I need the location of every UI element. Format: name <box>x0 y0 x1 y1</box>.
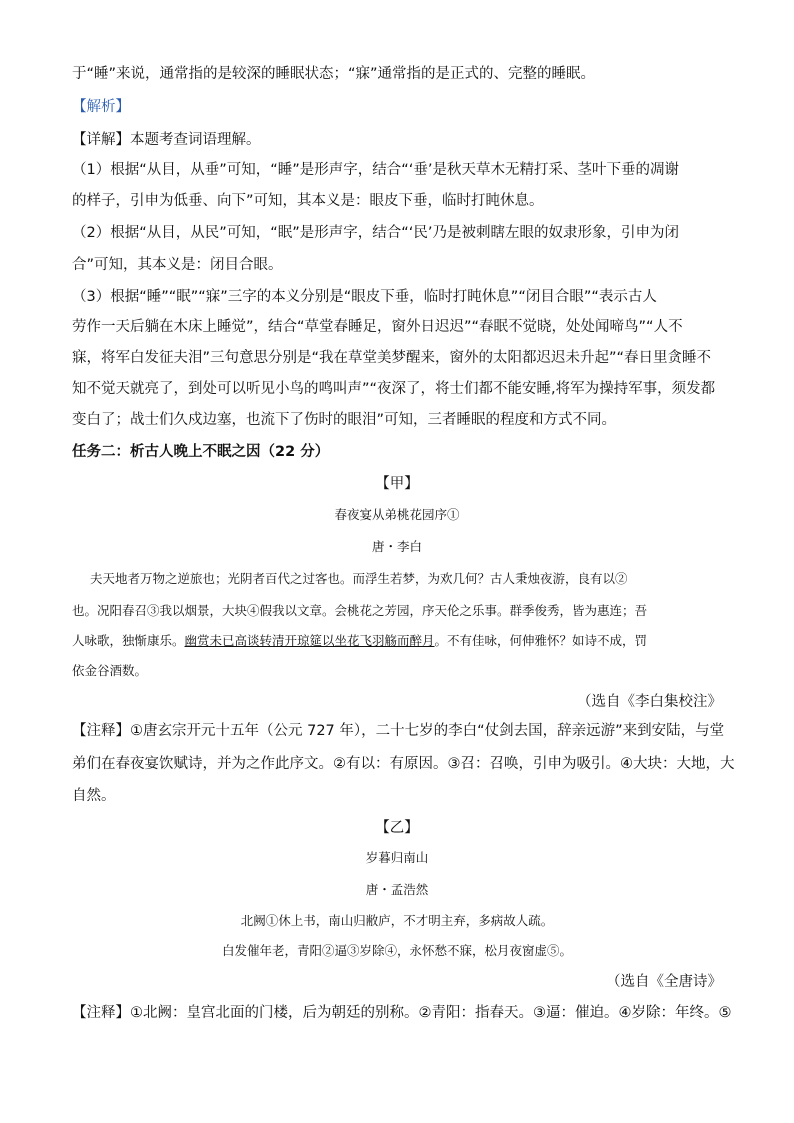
point-3-cont: 寐，将军白发征夫泪”三句意思分别是“我在草堂美梦醒来，窗外的太阳都迟迟未升起”“春日里贪睡不 <box>72 350 712 366</box>
passage-jia-source: （选自《李白集校注》 <box>577 694 722 710</box>
note-jia-cont: 弟们在春夜宴饮赋诗，并为之作此序文。②有以：有原因。③召：召唤，引申为吸引。④大块：大地，大 <box>72 756 735 772</box>
note-jia: 【注释】①唐玄宗开元十五年（公元 727 年），二十七岁的李白“仗剑去国，辞亲远游”来到安陆，与堂 <box>72 723 725 739</box>
point-3-cont: 变白了；战士们久戍边塞，也流下了伤时的眼泪”可知，三者睡眠的程度和方式不同。 <box>72 412 617 428</box>
note-jia-cont: 自然。 <box>72 788 116 804</box>
passage-jia-author: 唐・李白 <box>371 539 422 554</box>
underlined-sentence: 幽赏未已高谈转清开琼筵以坐花飞羽觞而醉月 <box>184 633 435 648</box>
point-2-cont: 合”可知，其本义是：闭目合眼。 <box>72 257 283 273</box>
passage-jia-title: 春夜宴从弟桃花园序① <box>334 507 460 522</box>
passage-jia-label: 【甲】 <box>375 476 419 492</box>
passage-text: 人咏歌，独惭康乐。 <box>72 633 185 648</box>
note-yi: 【注释】①北阙：皇宫北面的门楼，后为朝廷的别称。②青阳：指春天。③逼：催迫。④岁除：年终。⑤ <box>72 1005 732 1021</box>
task-heading: 任务二：析古人晚上不眠之因（22 分） <box>72 444 330 460</box>
poem-line: 白发催年老，青阳②逼③岁除④，永怀愁不寐，松月夜窗虚⑤。 <box>221 943 572 958</box>
passage-yi-label: 【乙】 <box>375 820 419 836</box>
point-2: （2）根据“从目，从民”可知，“眠”是形声字，结合“‘民’乃是被刺瞎左眼的奴隶形象，引申为闭 <box>72 225 679 241</box>
analysis-heading: 【解析】 <box>72 99 130 115</box>
passage-text: 。不有佳咏，何伸雅怀？如诗不成，罚 <box>434 633 648 648</box>
poem-line: 北阙①休上书，南山归敝庐，不才明主弃，多病故人疏。 <box>240 913 554 928</box>
point-1-cont: 的样子，引申为低垂、向下”可知，其本义是：眼皮下垂，临时打盹休息。 <box>72 193 544 209</box>
passage-jia-line <box>72 631 722 651</box>
point-3-cont: 劳作一天后躺在木床上睡觉”，结合“草堂春睡足，窗外日迟迟”“春眠不觉晓，处处闻啼鸟”“人不 <box>72 319 683 335</box>
passage-jia-line: 也。况阳春召③我以烟景，大块④假我以文章。会桃花之芳园，序天伦之乐事。群季俊秀，皆为惠连；吾 <box>72 603 648 618</box>
point-3: （3）根据“睡”“眠”“寐”三字的本义分别是“眼皮下垂，临时打盹休息”“闭目合眼”“表示古人 <box>72 289 657 305</box>
point-3-cont: 知不觉天就亮了，到处可以听见小鸟的鸣叫声”“夜深了，将士们都不能安睡,将军为操持军事，须发都 <box>72 381 716 397</box>
answer-text: 于“睡”来说，通常指的是较深的睡眠状态；“寐”通常指的是正式的、完整的睡眠。 <box>72 66 596 82</box>
detail-heading: 【详解】本题考查词语理解。 <box>72 132 261 148</box>
passage-yi-source: （选自《全唐诗》 <box>606 974 722 990</box>
point-1: （1）根据“从目，从垂”可知，“睡”是形声字，结合“‘垂’是秋天草木无精打采、茎叶下垂的凋谢 <box>72 162 679 178</box>
passage-jia-line: 依金谷酒数。 <box>72 663 148 678</box>
passage-yi-title: 岁暮归南山 <box>365 850 429 865</box>
passage-yi-author: 唐・孟浩然 <box>365 882 429 897</box>
passage-jia-line: 夫天地者万物之逆旅也；光阴者百代之过客也。而浮生若梦，为欢几何？古人秉烛夜游，良有以② <box>90 571 628 586</box>
